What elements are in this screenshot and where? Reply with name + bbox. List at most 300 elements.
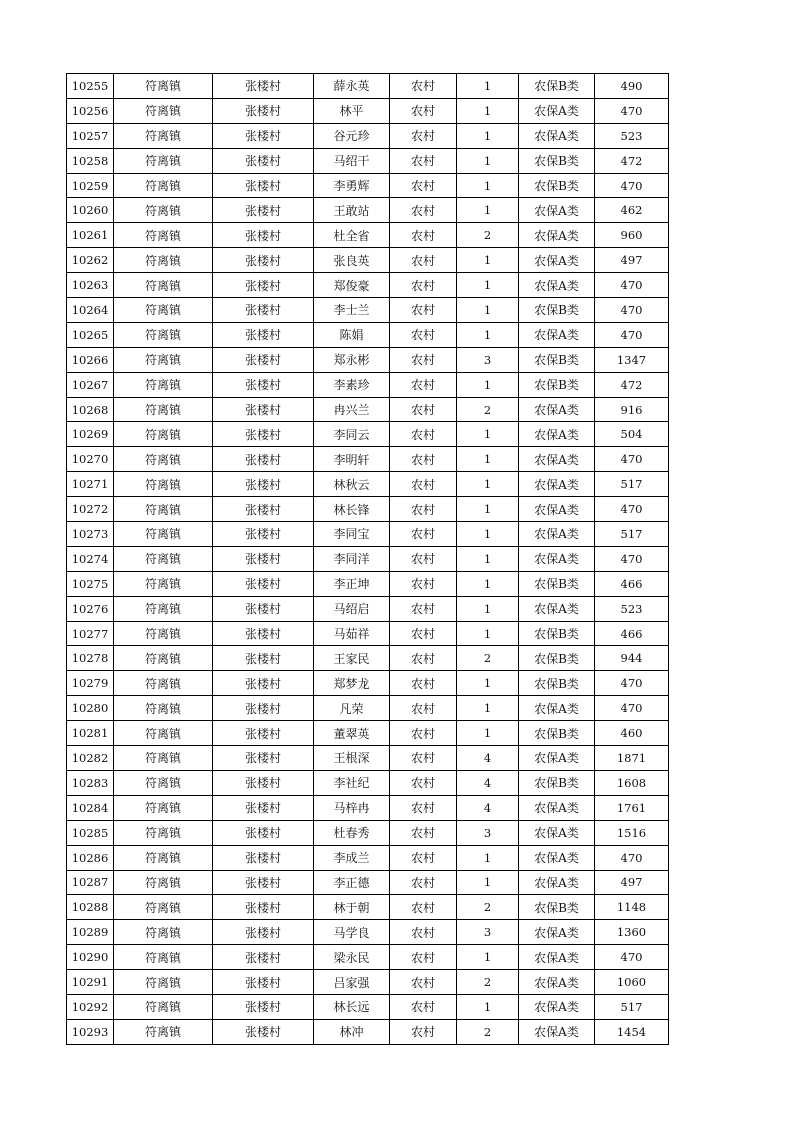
person-name-cell: 李明轩	[314, 447, 390, 472]
amount-cell: 470	[595, 173, 669, 198]
table-row	[67, 223, 669, 248]
household-size-cell: 2	[457, 1019, 519, 1044]
village-cell: 张楼村	[213, 74, 314, 99]
town-cell: 符离镇	[114, 223, 213, 248]
amount-cell: 1761	[595, 795, 669, 820]
table-row	[67, 322, 669, 347]
household-size-cell: 1	[457, 621, 519, 646]
insurance-category-cell: 农保A类	[519, 223, 595, 248]
area-type-cell: 农村	[390, 945, 457, 970]
area-type-cell: 农村	[390, 322, 457, 347]
village-cell: 张楼村	[213, 970, 314, 995]
town-cell: 符离镇	[114, 970, 213, 995]
household-size-cell: 2	[457, 970, 519, 995]
insurance-category-cell: 农保B类	[519, 347, 595, 372]
record-id-cell: 10273	[67, 522, 114, 547]
table-row	[67, 895, 669, 920]
town-cell: 符离镇	[114, 497, 213, 522]
record-id-cell: 10277	[67, 621, 114, 646]
person-name-cell: 李同宝	[314, 522, 390, 547]
town-cell: 符离镇	[114, 123, 213, 148]
household-size-cell: 2	[457, 646, 519, 671]
person-name-cell: 吕家强	[314, 970, 390, 995]
amount-cell: 1454	[595, 1019, 669, 1044]
person-name-cell: 李士兰	[314, 298, 390, 323]
amount-cell: 466	[595, 621, 669, 646]
amount-cell: 470	[595, 98, 669, 123]
insurance-category-cell: 农保A类	[519, 1019, 595, 1044]
table-row	[67, 696, 669, 721]
record-id-cell: 10287	[67, 870, 114, 895]
town-cell: 符离镇	[114, 447, 213, 472]
table-row	[67, 273, 669, 298]
table-row	[67, 596, 669, 621]
person-name-cell: 马学良	[314, 920, 390, 945]
area-type-cell: 农村	[390, 447, 457, 472]
area-type-cell: 农村	[390, 347, 457, 372]
insurance-category-cell: 农保A类	[519, 422, 595, 447]
village-cell: 张楼村	[213, 397, 314, 422]
amount-cell: 504	[595, 422, 669, 447]
amount-cell: 1060	[595, 970, 669, 995]
amount-cell: 1871	[595, 746, 669, 771]
village-cell: 张楼村	[213, 571, 314, 596]
village-cell: 张楼村	[213, 372, 314, 397]
amount-cell: 1347	[595, 347, 669, 372]
record-id-cell: 10283	[67, 770, 114, 795]
household-size-cell: 1	[457, 322, 519, 347]
area-type-cell: 农村	[390, 123, 457, 148]
area-type-cell: 农村	[390, 546, 457, 571]
area-type-cell: 农村	[390, 820, 457, 845]
record-id-cell: 10288	[67, 895, 114, 920]
village-cell: 张楼村	[213, 721, 314, 746]
town-cell: 符离镇	[114, 546, 213, 571]
amount-cell: 497	[595, 870, 669, 895]
record-id-cell: 10291	[67, 970, 114, 995]
town-cell: 符离镇	[114, 1019, 213, 1044]
village-cell: 张楼村	[213, 795, 314, 820]
insurance-category-cell: 农保A类	[519, 322, 595, 347]
amount-cell: 470	[595, 696, 669, 721]
village-cell: 张楼村	[213, 945, 314, 970]
household-size-cell: 4	[457, 770, 519, 795]
insurance-category-cell: 农保A类	[519, 546, 595, 571]
area-type-cell: 农村	[390, 273, 457, 298]
table-row	[67, 820, 669, 845]
record-id-cell: 10279	[67, 671, 114, 696]
table-row	[67, 422, 669, 447]
table-row	[67, 994, 669, 1019]
person-name-cell: 马绍启	[314, 596, 390, 621]
person-name-cell: 马梓冉	[314, 795, 390, 820]
person-name-cell: 李同云	[314, 422, 390, 447]
household-size-cell: 1	[457, 596, 519, 621]
village-cell: 张楼村	[213, 870, 314, 895]
record-id-cell: 10265	[67, 322, 114, 347]
household-size-cell: 1	[457, 945, 519, 970]
household-size-cell: 1	[457, 696, 519, 721]
record-id-cell: 10292	[67, 994, 114, 1019]
area-type-cell: 农村	[390, 223, 457, 248]
household-size-cell: 2	[457, 223, 519, 248]
table-row	[67, 522, 669, 547]
record-id-cell: 10272	[67, 497, 114, 522]
person-name-cell: 林秋云	[314, 472, 390, 497]
area-type-cell: 农村	[390, 571, 457, 596]
record-id-cell: 10269	[67, 422, 114, 447]
insurance-category-cell: 农保A类	[519, 820, 595, 845]
record-id-cell: 10260	[67, 198, 114, 223]
record-id-cell: 10258	[67, 148, 114, 173]
record-id-cell: 10289	[67, 920, 114, 945]
town-cell: 符离镇	[114, 322, 213, 347]
amount-cell: 497	[595, 248, 669, 273]
record-id-cell: 10275	[67, 571, 114, 596]
household-size-cell: 1	[457, 870, 519, 895]
village-cell: 张楼村	[213, 994, 314, 1019]
village-cell: 张楼村	[213, 746, 314, 771]
household-size-cell: 1	[457, 298, 519, 323]
town-cell: 符离镇	[114, 273, 213, 298]
town-cell: 符离镇	[114, 945, 213, 970]
record-id-cell: 10290	[67, 945, 114, 970]
village-cell: 张楼村	[213, 646, 314, 671]
record-id-cell: 10276	[67, 596, 114, 621]
town-cell: 符离镇	[114, 920, 213, 945]
table-row	[67, 770, 669, 795]
village-cell: 张楼村	[213, 447, 314, 472]
person-name-cell: 林冲	[314, 1019, 390, 1044]
town-cell: 符离镇	[114, 621, 213, 646]
record-id-cell: 10256	[67, 98, 114, 123]
insurance-category-cell: 农保A类	[519, 870, 595, 895]
person-name-cell: 王敢站	[314, 198, 390, 223]
table-row	[67, 472, 669, 497]
town-cell: 符离镇	[114, 870, 213, 895]
person-name-cell: 王根深	[314, 746, 390, 771]
village-cell: 张楼村	[213, 198, 314, 223]
town-cell: 符离镇	[114, 397, 213, 422]
town-cell: 符离镇	[114, 98, 213, 123]
table-row	[67, 98, 669, 123]
amount-cell: 470	[595, 447, 669, 472]
town-cell: 符离镇	[114, 522, 213, 547]
amount-cell: 470	[595, 546, 669, 571]
area-type-cell: 农村	[390, 148, 457, 173]
table-row	[67, 397, 669, 422]
household-size-cell: 1	[457, 571, 519, 596]
person-name-cell: 谷元珍	[314, 123, 390, 148]
village-cell: 张楼村	[213, 497, 314, 522]
household-size-cell: 1	[457, 472, 519, 497]
village-cell: 张楼村	[213, 223, 314, 248]
table-row	[67, 447, 669, 472]
village-cell: 张楼村	[213, 696, 314, 721]
person-name-cell: 李正德	[314, 870, 390, 895]
table-row	[67, 148, 669, 173]
person-name-cell: 郑俊豪	[314, 273, 390, 298]
area-type-cell: 农村	[390, 173, 457, 198]
person-name-cell: 林于朝	[314, 895, 390, 920]
household-size-cell: 1	[457, 273, 519, 298]
town-cell: 符离镇	[114, 845, 213, 870]
area-type-cell: 农村	[390, 845, 457, 870]
household-size-cell: 1	[457, 248, 519, 273]
area-type-cell: 农村	[390, 472, 457, 497]
town-cell: 符离镇	[114, 173, 213, 198]
record-id-cell: 10259	[67, 173, 114, 198]
table-row	[67, 795, 669, 820]
table-row	[67, 248, 669, 273]
amount-cell: 944	[595, 646, 669, 671]
amount-cell: 1608	[595, 770, 669, 795]
insurance-category-cell: 农保A类	[519, 746, 595, 771]
amount-cell: 1360	[595, 920, 669, 945]
insurance-category-cell: 农保B类	[519, 646, 595, 671]
town-cell: 符离镇	[114, 298, 213, 323]
town-cell: 符离镇	[114, 472, 213, 497]
person-name-cell: 薛永英	[314, 74, 390, 99]
town-cell: 符离镇	[114, 895, 213, 920]
person-name-cell: 张良英	[314, 248, 390, 273]
household-size-cell: 3	[457, 820, 519, 845]
area-type-cell: 农村	[390, 795, 457, 820]
village-cell: 张楼村	[213, 671, 314, 696]
area-type-cell: 农村	[390, 671, 457, 696]
insurance-category-cell: 农保B类	[519, 148, 595, 173]
town-cell: 符离镇	[114, 770, 213, 795]
town-cell: 符离镇	[114, 422, 213, 447]
household-size-cell: 2	[457, 397, 519, 422]
person-name-cell: 林平	[314, 98, 390, 123]
table-row	[67, 721, 669, 746]
village-cell: 张楼村	[213, 422, 314, 447]
person-name-cell: 马绍干	[314, 148, 390, 173]
household-size-cell: 1	[457, 994, 519, 1019]
amount-cell: 460	[595, 721, 669, 746]
village-cell: 张楼村	[213, 522, 314, 547]
insurance-category-cell: 农保A类	[519, 273, 595, 298]
record-id-cell: 10282	[67, 746, 114, 771]
area-type-cell: 农村	[390, 497, 457, 522]
village-cell: 张楼村	[213, 347, 314, 372]
village-cell: 张楼村	[213, 173, 314, 198]
household-size-cell: 1	[457, 721, 519, 746]
area-type-cell: 农村	[390, 696, 457, 721]
area-type-cell: 农村	[390, 298, 457, 323]
amount-cell: 470	[595, 845, 669, 870]
table-row	[67, 347, 669, 372]
record-id-cell: 10255	[67, 74, 114, 99]
town-cell: 符离镇	[114, 646, 213, 671]
household-size-cell: 1	[457, 98, 519, 123]
insurance-category-cell: 农保A类	[519, 945, 595, 970]
table-row	[67, 1019, 669, 1044]
record-id-cell: 10263	[67, 273, 114, 298]
table-row	[67, 497, 669, 522]
insurance-category-cell: 农保A类	[519, 696, 595, 721]
insurance-category-cell: 农保B类	[519, 173, 595, 198]
table-row	[67, 870, 669, 895]
household-size-cell: 1	[457, 447, 519, 472]
village-cell: 张楼村	[213, 621, 314, 646]
table-row	[67, 621, 669, 646]
amount-cell: 517	[595, 994, 669, 1019]
area-type-cell: 农村	[390, 970, 457, 995]
village-cell: 张楼村	[213, 98, 314, 123]
village-cell: 张楼村	[213, 322, 314, 347]
household-size-cell: 1	[457, 497, 519, 522]
insurance-category-cell: 农保A类	[519, 596, 595, 621]
person-name-cell: 李同洋	[314, 546, 390, 571]
record-id-cell: 10261	[67, 223, 114, 248]
person-name-cell: 林长锋	[314, 497, 390, 522]
record-id-cell: 10268	[67, 397, 114, 422]
area-type-cell: 农村	[390, 895, 457, 920]
village-cell: 张楼村	[213, 920, 314, 945]
area-type-cell: 农村	[390, 74, 457, 99]
insurance-category-cell: 农保A类	[519, 397, 595, 422]
person-name-cell: 杜全省	[314, 223, 390, 248]
household-size-cell: 1	[457, 546, 519, 571]
village-cell: 张楼村	[213, 1019, 314, 1044]
area-type-cell: 农村	[390, 746, 457, 771]
person-name-cell: 郑永彬	[314, 347, 390, 372]
area-type-cell: 农村	[390, 770, 457, 795]
amount-cell: 490	[595, 74, 669, 99]
table-row	[67, 298, 669, 323]
area-type-cell: 农村	[390, 372, 457, 397]
insurance-category-cell: 农保B类	[519, 372, 595, 397]
village-cell: 张楼村	[213, 472, 314, 497]
person-name-cell: 梁永民	[314, 945, 390, 970]
area-type-cell: 农村	[390, 397, 457, 422]
town-cell: 符离镇	[114, 795, 213, 820]
amount-cell: 472	[595, 148, 669, 173]
insurance-category-cell: 农保B类	[519, 770, 595, 795]
insurance-category-cell: 农保A类	[519, 970, 595, 995]
household-size-cell: 1	[457, 522, 519, 547]
subsidy-table	[66, 73, 669, 1045]
area-type-cell: 农村	[390, 621, 457, 646]
area-type-cell: 农村	[390, 870, 457, 895]
table-row	[67, 970, 669, 995]
area-type-cell: 农村	[390, 422, 457, 447]
person-name-cell: 李成兰	[314, 845, 390, 870]
amount-cell: 472	[595, 372, 669, 397]
village-cell: 张楼村	[213, 123, 314, 148]
household-size-cell: 4	[457, 746, 519, 771]
table-row	[67, 173, 669, 198]
insurance-category-cell: 农保B类	[519, 298, 595, 323]
village-cell: 张楼村	[213, 148, 314, 173]
area-type-cell: 农村	[390, 646, 457, 671]
insurance-category-cell: 农保B类	[519, 721, 595, 746]
table-row	[67, 671, 669, 696]
village-cell: 张楼村	[213, 298, 314, 323]
town-cell: 符离镇	[114, 571, 213, 596]
insurance-category-cell: 农保A类	[519, 795, 595, 820]
village-cell: 张楼村	[213, 273, 314, 298]
record-id-cell: 10285	[67, 820, 114, 845]
record-id-cell: 10286	[67, 845, 114, 870]
record-id-cell: 10278	[67, 646, 114, 671]
amount-cell: 470	[595, 497, 669, 522]
town-cell: 符离镇	[114, 820, 213, 845]
table-row	[67, 546, 669, 571]
town-cell: 符离镇	[114, 248, 213, 273]
amount-cell: 470	[595, 298, 669, 323]
household-size-cell: 1	[457, 198, 519, 223]
table-row	[67, 372, 669, 397]
person-name-cell: 王家民	[314, 646, 390, 671]
household-size-cell: 3	[457, 347, 519, 372]
amount-cell: 470	[595, 945, 669, 970]
town-cell: 符离镇	[114, 696, 213, 721]
town-cell: 符离镇	[114, 148, 213, 173]
village-cell: 张楼村	[213, 546, 314, 571]
person-name-cell: 林长远	[314, 994, 390, 1019]
amount-cell: 960	[595, 223, 669, 248]
person-name-cell: 陈娟	[314, 322, 390, 347]
area-type-cell: 农村	[390, 994, 457, 1019]
town-cell: 符离镇	[114, 372, 213, 397]
town-cell: 符离镇	[114, 994, 213, 1019]
table-row	[67, 123, 669, 148]
record-id-cell: 10271	[67, 472, 114, 497]
insurance-category-cell: 农保A类	[519, 198, 595, 223]
record-id-cell: 10293	[67, 1019, 114, 1044]
person-name-cell: 李素珍	[314, 372, 390, 397]
town-cell: 符离镇	[114, 74, 213, 99]
table-row	[67, 746, 669, 771]
village-cell: 张楼村	[213, 248, 314, 273]
area-type-cell: 农村	[390, 1019, 457, 1044]
household-size-cell: 1	[457, 372, 519, 397]
record-id-cell: 10270	[67, 447, 114, 472]
village-cell: 张楼村	[213, 820, 314, 845]
insurance-category-cell: 农保B类	[519, 571, 595, 596]
area-type-cell: 农村	[390, 198, 457, 223]
amount-cell: 470	[595, 322, 669, 347]
insurance-category-cell: 农保A类	[519, 845, 595, 870]
household-size-cell: 3	[457, 920, 519, 945]
household-size-cell: 4	[457, 795, 519, 820]
insurance-category-cell: 农保A类	[519, 447, 595, 472]
table-body	[67, 74, 669, 1045]
amount-cell: 517	[595, 472, 669, 497]
village-cell: 张楼村	[213, 845, 314, 870]
person-name-cell: 郑梦龙	[314, 671, 390, 696]
amount-cell: 470	[595, 671, 669, 696]
amount-cell: 466	[595, 571, 669, 596]
table-row	[67, 646, 669, 671]
area-type-cell: 农村	[390, 920, 457, 945]
insurance-category-cell: 农保A类	[519, 123, 595, 148]
record-id-cell: 10281	[67, 721, 114, 746]
person-name-cell: 李勇辉	[314, 173, 390, 198]
insurance-category-cell: 农保B类	[519, 621, 595, 646]
area-type-cell: 农村	[390, 248, 457, 273]
town-cell: 符离镇	[114, 596, 213, 621]
table-row	[67, 945, 669, 970]
town-cell: 符离镇	[114, 198, 213, 223]
village-cell: 张楼村	[213, 895, 314, 920]
insurance-category-cell: 农保A类	[519, 522, 595, 547]
household-size-cell: 2	[457, 895, 519, 920]
record-id-cell: 10267	[67, 372, 114, 397]
